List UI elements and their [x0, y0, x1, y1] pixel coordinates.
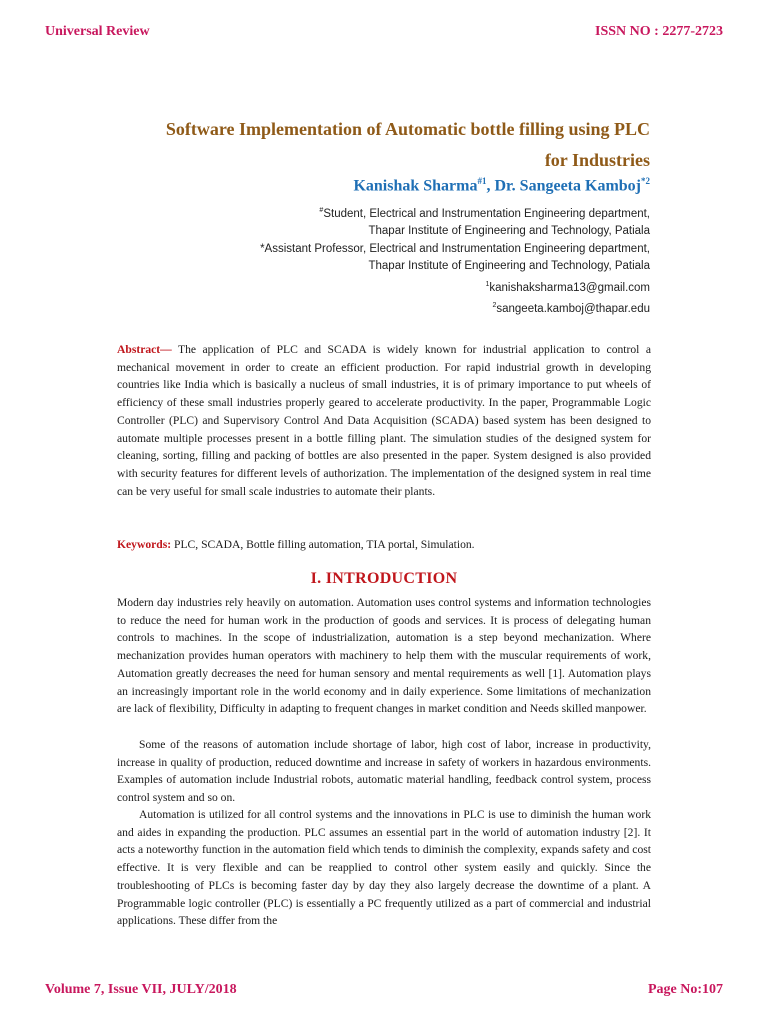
affiliation-line: Thapar Institute of Engineering and Technology, Patiala [368, 260, 650, 273]
title-line-1: Software Implementation of Automatic bottle filling using PLC [165, 119, 650, 139]
section-heading-introduction: I. INTRODUCTION [310, 570, 458, 587]
affiliation-line: #Student, Electrical and Instrumentation Engineering department, [319, 207, 650, 220]
keywords [117, 536, 651, 554]
keywords-text: PLC, SCADA, Bottle filling automation, TIA portal, Simulation. [171, 538, 475, 551]
abstract-label: Abstract— [117, 343, 172, 356]
title-line-2: for Industries [544, 150, 650, 170]
abstract-text: The application of PLC and SCADA is widely known for industrial application to control a mechanical movement in order to create an efficient production. For rapid industrial growth in developing countries like India which is basically a nucleus of small industries, it is of primary importance to put wheels of efficiency of these small industries properly geared to accelerate productivity. In the paper, Programmable Logic Controller (PLC) and Supervisory Control And Data Acquisition (SCADA) based system has been designed to automate multiple processes present in a bottle filling plant. The simulation studies of the designed system for cleaning, sorting, filling and packing of bottles are also presented in the paper. System designed is also provided with security features for different levels of authorization. The implementation of the designed system in real time can be very useful for small scale industries to automate their plants. [117, 343, 651, 498]
author-2-name: Dr. Sangeeta Kamboj [494, 177, 641, 195]
author-1-marker: #1 [477, 176, 487, 186]
intro-paragraph-1: Modern day industries rely heavily on automation. Automation uses control systems and information technologies to reduce the need for human work in the production of goods and services. It is process of delegating human controls to machines. In the scope of industrialization, automation is a step beyond mechanization. Where mechanization provides human operators with machinery to help them with the muscular requirements of work, Automation greatly decreases the need for human sensory and mental requirements as well [1]. Automation plays an increasingly important role in the world economy and in daily experience. Some limitations of mechanization are lack of flexibility, Difficulty in adapting to frequent changes in market condition and Needs skilled manpower. [117, 596, 651, 716]
volume-info: Volume 7, Issue VII, JULY/2018 [45, 982, 237, 997]
intro-paragraph-2: Some of the reasons of automation include shortage of labor, high cost of labor, increase in productivity, increase in quality of production, reduced downtime and increase in safety of workers in hazardous environments. Examples of automation include Industrial robots, automatic material handling, feedback control system, process control system and so on. [117, 738, 651, 805]
author-2-marker: *2 [641, 176, 650, 186]
author-separator: , [486, 177, 495, 195]
author-1-name: Kanishak Sharma [353, 177, 478, 195]
page-number: Page No:107 [647, 982, 723, 997]
journal-name: Universal Review [45, 24, 150, 39]
affiliation-line: *Assistant Professor, Electrical and Instrumentation Engineering department, [260, 242, 650, 255]
issn-number: ISSN NO : 2277-2723 [595, 24, 723, 39]
affiliations [260, 202, 650, 318]
keywords-label: Keywords: [117, 538, 172, 551]
email-2[interactable]: $^2$sangeeta.kamboj@thapar.edu [492, 302, 650, 315]
intro-paragraph-3: Automation is utilized for all control systems and the innovations in PLC is use to diminish the human work and aides in expanding the production. PLC assumes an essential part in the world of automation industry [2]. It acts a noteworthy function in the automation field which tends to diminish the complexity, expands safety and cost effective. It is very flexible and can be reapplied to control other system easily and quickly. Since the troubleshooting of PLCs is becoming faster day by day they also largely decrease the downtime of a plant. A Programmable logic controller (PLC) is essentially a PC frequently utilized as a part of commercial and industrial applications. These differ from the [117, 808, 651, 928]
paper-title [110, 114, 650, 176]
author-line [353, 176, 650, 195]
email-1[interactable]: $^1$kanishaksharma13@gmail.com [485, 280, 650, 294]
abstract [117, 341, 651, 500]
affiliation-line: Thapar Institute of Engineering and Technology, Patiala [368, 225, 650, 238]
